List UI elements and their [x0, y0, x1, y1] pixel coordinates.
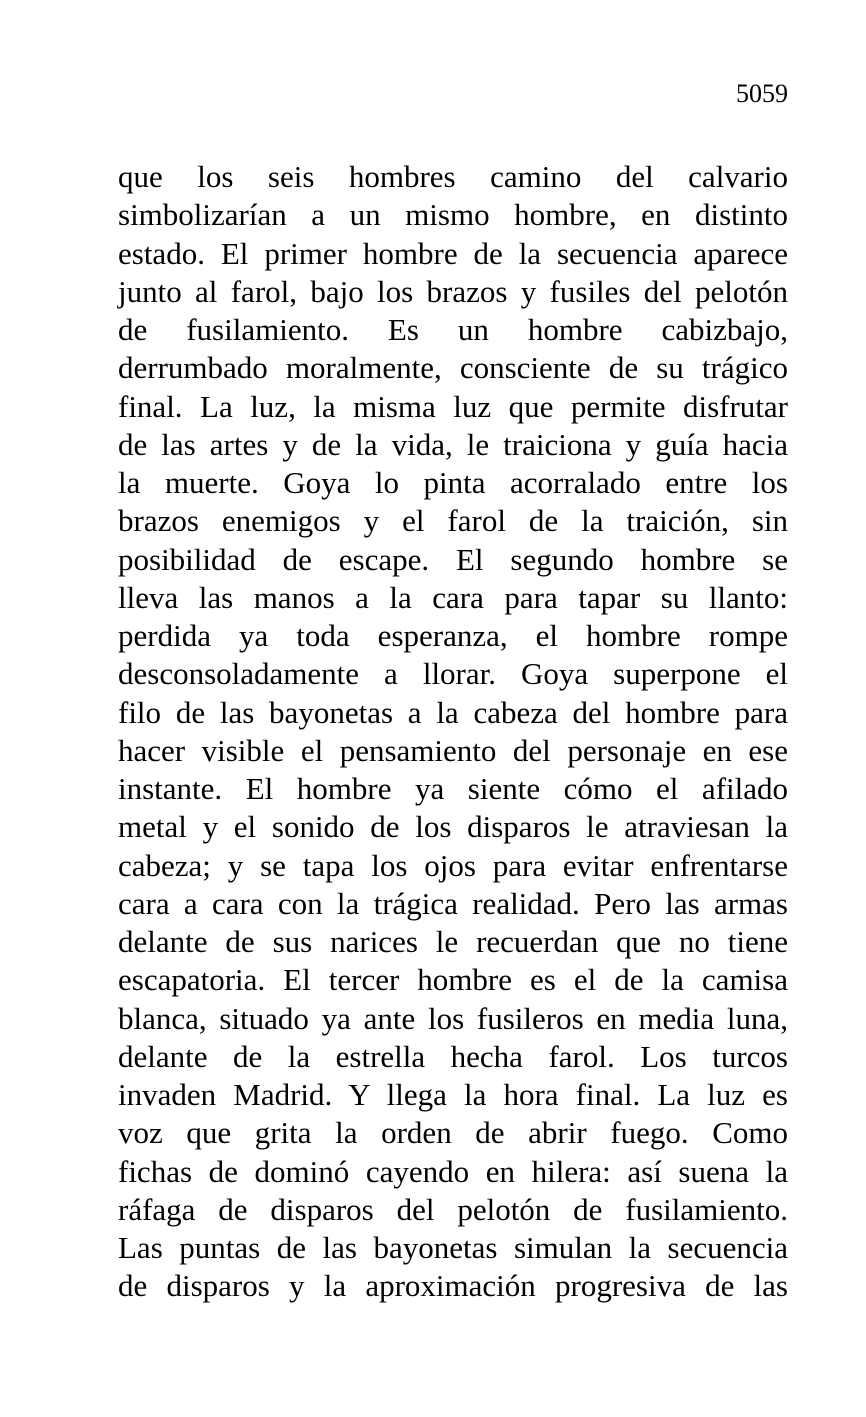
text-line: filo de las bayonetas a la cabeza del hombre para [118, 694, 788, 730]
text-line: de fusilamiento. Es un hombre cabizbajo, [118, 312, 788, 347]
text-line: instante. El hombre ya siente cómo el afilado [118, 771, 788, 806]
text-line: derrumbado moralmente, consciente de su trágico [118, 350, 788, 386]
text-line: de las artes y de la vida, le traiciona y guía hacia [118, 426, 788, 462]
text-line: desconsoladamente a llorar. Goya superpone el [118, 656, 788, 692]
text-line: Las puntas de las bayonetas simulan la secuencia [118, 1230, 788, 1265]
text-line: estado. El primer hombre de la secuencia aparece [118, 235, 788, 271]
text-line: lleva las manos a la cara para tapar su llanto: [118, 579, 788, 615]
text-line: brazos enemigos y el farol de la traición, sin [118, 503, 788, 539]
text-line: delante de la estrella hecha farol. Los turcos [118, 1038, 788, 1074]
text-line: perdida ya toda esperanza, el hombre rompe [118, 618, 788, 653]
text-line: la muerte. Goya lo pinta acorralado entre los [118, 465, 788, 500]
text-line: voz que grita la orden de abrir fuego. Como [118, 1115, 788, 1151]
text-line: escapatoria. El tercer hombre es el de la camisa [118, 962, 788, 998]
page-number: 5059 [736, 79, 788, 108]
text-line: de disparos y la aproximación progresiva de las [118, 1268, 788, 1304]
text-line: junto al farol, bajo los brazos y fusiles del pelotón [118, 273, 788, 309]
body-text [118, 158, 788, 1306]
text-line: que los seis hombres camino del calvario [118, 159, 788, 194]
text-line: cara a cara con la trágica realidad. Pero las armas [118, 885, 788, 921]
text-line: ráfaga de disparos del pelotón de fusilamiento. [118, 1191, 788, 1227]
text-line: fichas de dominó cayendo en hilera: así suena la [118, 1153, 788, 1189]
text-line: hacer visible el pensamiento del personaje en ese [118, 732, 788, 768]
text-line: simbolizarían a un mismo hombre, en distinto [118, 197, 788, 233]
text-line: cabeza; y se tapa los ojos para evitar enfrentarse [118, 847, 788, 883]
text-line: posibilidad de escape. El segundo hombre se [118, 541, 788, 577]
text-line: final. La luz, la misma luz que permite disfrutar [118, 388, 788, 424]
text-line: delante de sus narices le recuerdan que no tiene [118, 924, 788, 959]
text-line: metal y el sonido de los disparos le atraviesan la [118, 809, 788, 845]
text-line: invaden Madrid. Y llega la hora final. La luz es [118, 1077, 788, 1112]
text-line: blanca, situado ya ante los fusileros en media luna, [118, 1000, 788, 1036]
